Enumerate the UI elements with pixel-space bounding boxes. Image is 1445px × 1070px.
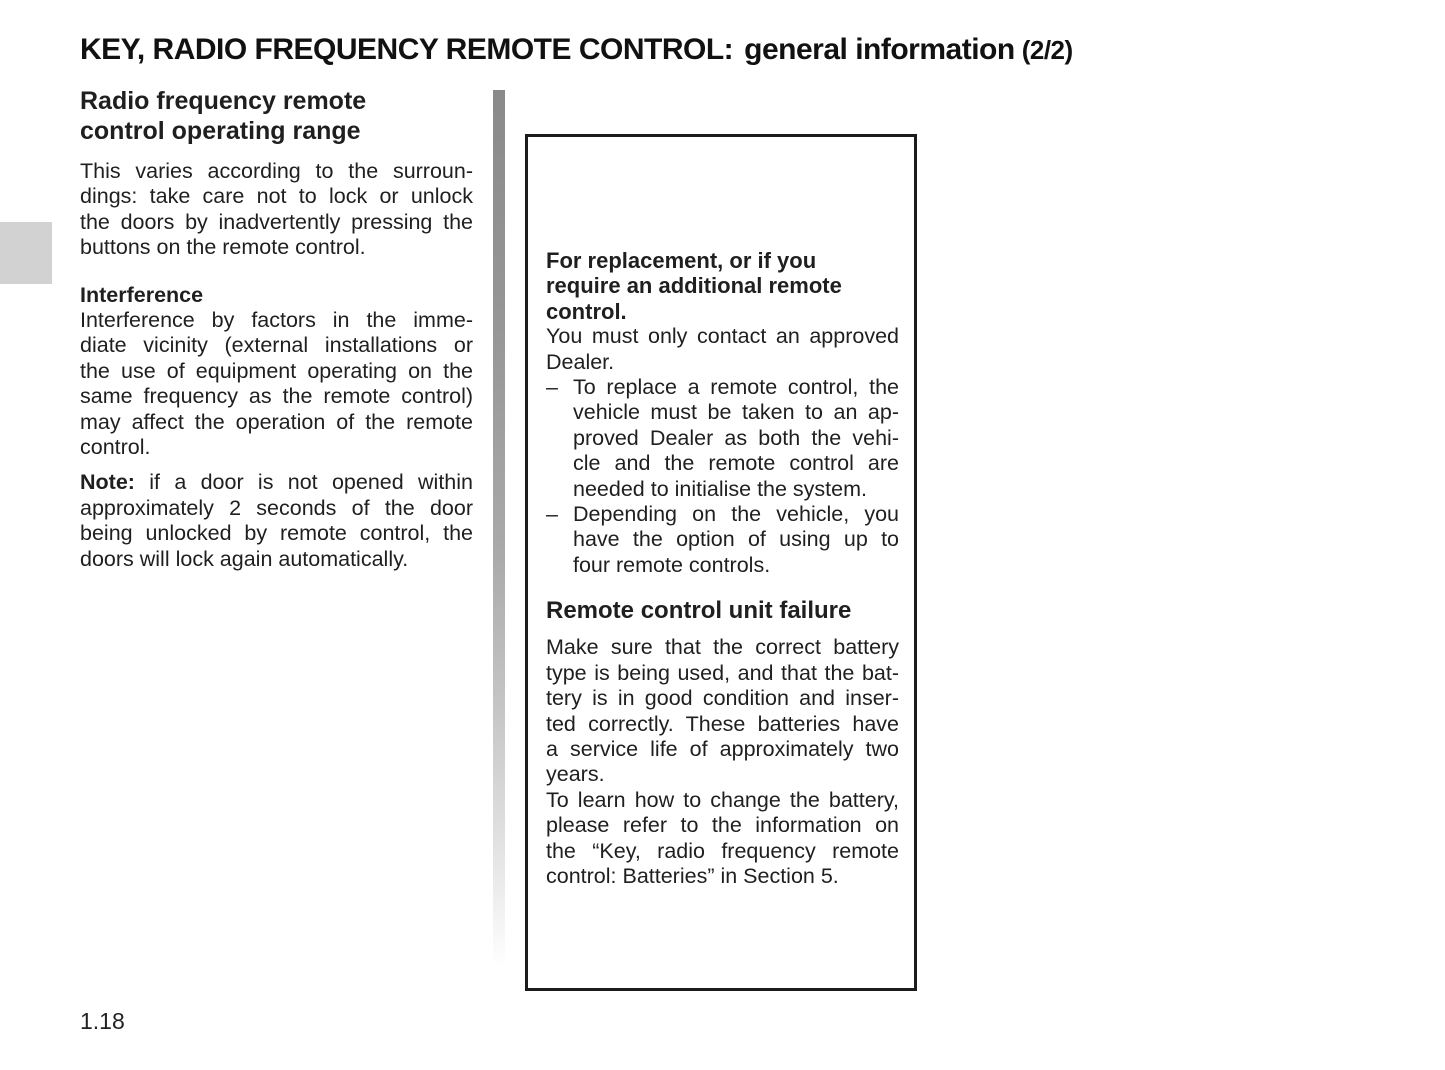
replacement-info-box — [525, 134, 917, 991]
note-paragraph: Note: if a door is not opened within approximately 2 seconds of the door being unlocked by remote control, the doors will lock again automatically. — [80, 470, 473, 571]
list-item-text: Depending on the vehicle, you have the option of using up to four remote controls. — [573, 502, 899, 577]
column-divider-bar — [493, 90, 505, 985]
interference-paragraph: Interference by factors in the imme- diate vicinity (external installations or the use of equipment operating on the same frequency as the remote control) may affect the operation of the remote control. — [80, 308, 473, 460]
list-item-text: To replace a remote control, the vehicle must be taken to an ap- proved Dealer as both the vehi- cle and the remote control are needed to initialise the system. — [573, 375, 899, 501]
operating-range-paragraph: This varies according to the surroun- dings: take care not to lock or unlock the doors by inadvertently pressing the buttons on the remote control. — [80, 159, 473, 260]
replacement-heading: For replacement, or if you require an additional remote control. — [546, 248, 842, 324]
operating-range-heading: Radio frequency remote control operating range — [80, 87, 367, 145]
unit-failure-paragraph-2: To learn how to change the battery, please refer to the information on the “Key, radio frequency remote control: Batteries” in Section 5. — [546, 787, 899, 888]
list-item — [546, 375, 899, 502]
unit-failure-paragraph-1: Make sure that the correct battery type is being used, and that the bat- tery is in good condition and inser- ted correctly. These batteries have a service life of approximately two years. — [546, 635, 899, 787]
replacement-intro: You must only contact an approved Dealer. — [546, 324, 899, 374]
left-column — [80, 86, 473, 572]
list-item — [546, 502, 899, 578]
section-tab-marker — [0, 222, 52, 284]
page-title — [80, 33, 1073, 67]
page-title-main: KEY, RADIO FREQUENCY REMOTE CONTROL: — [80, 33, 734, 66]
dash-bullet: – — [546, 375, 558, 400]
page-number: 1.18 — [80, 1008, 125, 1034]
page-title-section: general information — [744, 33, 1015, 66]
page-title-marker: (2/2) — [1021, 35, 1073, 65]
interference-heading: Interference — [80, 282, 204, 307]
dash-bullet: – — [546, 502, 558, 527]
unit-failure-heading: Remote control unit failure — [546, 597, 852, 625]
